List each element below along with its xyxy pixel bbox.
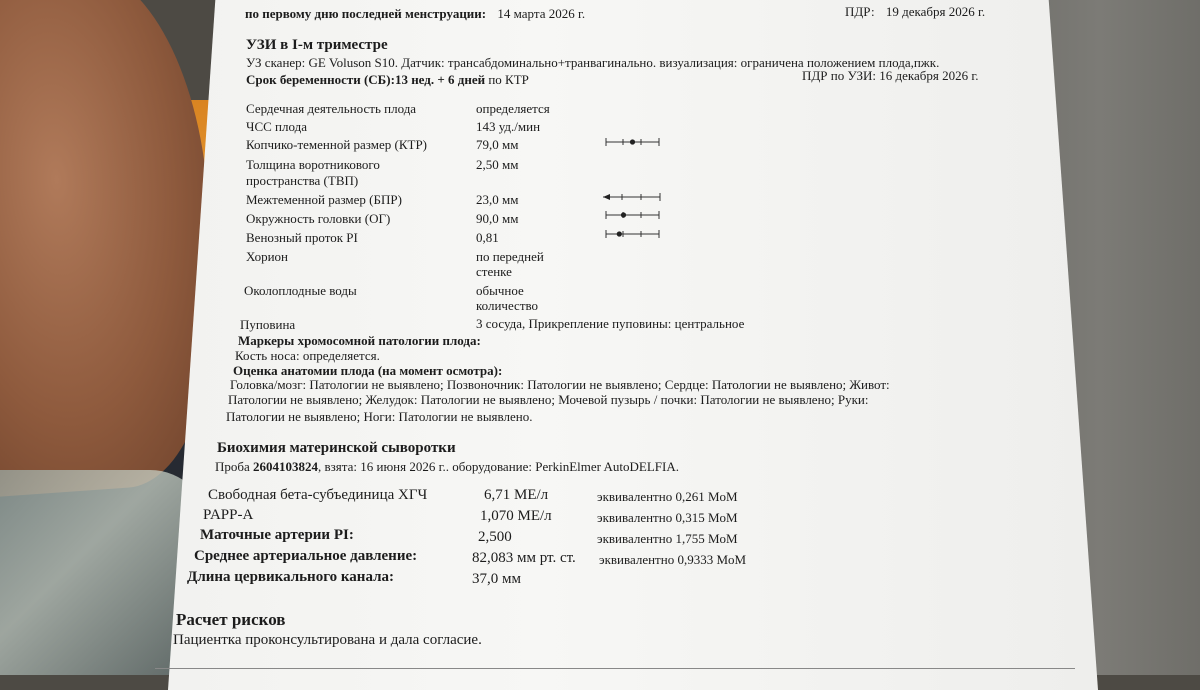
biochem-mom: эквивалентно 0,9333 MoM (599, 552, 747, 567)
anatomy-line: Патологии не выявлено; Ноги: Патологии не выявлено. (226, 409, 533, 424)
edd-line (845, 4, 985, 19)
nasal-bone: Кость носа: определяется. (235, 348, 380, 363)
measure-label: Венозный проток PI (246, 230, 358, 245)
measure-value-line2: количество (476, 298, 539, 313)
biochem-mom: эквивалентно 0,315 MoM (597, 510, 738, 525)
biochem-title: Биохимия материнской сыворотки (217, 440, 456, 456)
measure-value: 90,0 мм (476, 211, 519, 226)
risk-title: Расчет рисков (176, 610, 286, 629)
measure-label: ЧСС плода (246, 119, 307, 134)
lmp-label: по первому дню последней менструации: (245, 6, 487, 21)
ga-line (246, 72, 529, 87)
measure-label: Толщина воротникового (246, 157, 380, 172)
measure-label: Околоплодные воды (244, 283, 357, 298)
biochem-value: 1,070 МЕ/л (480, 508, 552, 524)
range-marker-bpd (602, 191, 662, 203)
measure-value-line2: стенке (476, 264, 512, 279)
measure-label: Хорион (246, 249, 288, 264)
ga-value: 13 нед. + 6 дней (394, 72, 486, 87)
edd-date: 19 декабря 2026 г. (885, 4, 986, 19)
measure-label-line2: пространства (ТВП) (246, 173, 359, 188)
measure-value: 2,50 мм (476, 157, 519, 172)
measure-value: обычное (476, 283, 524, 298)
range-marker-hc (605, 209, 661, 221)
ga-suffix: по КТР (488, 72, 529, 87)
lmp-date: 14 марта 2026 г. (497, 6, 586, 21)
measure-value: 143 уд./мин (476, 119, 541, 134)
edd-label: ПДР: (845, 4, 875, 19)
scanner-line: УЗ сканер: GE Voluson S10. Датчик: трансабдоминально+транвагинально. визуализация: ограничена положением плода,пжк. (246, 55, 940, 70)
biochem-label: Среднее артериальное давление: (194, 548, 418, 564)
biochem-mom: эквивалентно 1,755 MoM (597, 531, 738, 546)
measure-label: Межтеменной размер (БПР) (246, 192, 402, 207)
biochem-value: 37,0 мм (472, 571, 521, 587)
markers-title: Маркеры хромосомной патологии плода: (238, 333, 481, 348)
ga-label: Срок беременности (СБ): (246, 72, 395, 87)
biochem-label: Маточные артерии PI: (200, 527, 354, 543)
edd-us: ПДР по УЗИ: 16 декабря 2026 г. (802, 68, 979, 83)
measure-label: Пуповина (240, 317, 296, 332)
sample-id: 2604103824 (253, 459, 319, 474)
biochem-label: PAPP-A (203, 507, 254, 523)
divider (155, 668, 1075, 669)
sample-prefix: Проба (215, 459, 250, 474)
biochem-value: 2,500 (478, 529, 512, 545)
biochem-value: 82,083 мм рт. ст. (472, 550, 576, 566)
measure-label: Окружность головки (ОГ) (246, 211, 391, 226)
anatomy-line: Головка/мозг: Патологии не выявлено; Позвоночник: Патологии не выявлено; Сердце: Патологии не выявлено; Живот: (230, 377, 890, 392)
range-marker-crl (605, 136, 661, 148)
measure-value: по передней (476, 249, 544, 264)
consent-line: Пациентка проконсультирована и дала согласие. (173, 632, 482, 648)
biochem-mom: эквивалентно 0,261 MoM (597, 489, 738, 504)
anatomy-title: Оценка анатомии плода (на момент осмотра): (233, 363, 503, 378)
range-marker-dv (605, 228, 661, 240)
sample-line (215, 459, 679, 474)
sample-suffix: , взята: 16 июня 2026 г.. оборудование: PerkinElmer AutoDELFIA. (318, 459, 679, 474)
measure-label: Копчико-теменной размер (КТР) (246, 137, 427, 152)
measure-label: Сердечная деятельность плода (246, 101, 417, 116)
measure-value: 3 сосуда, Прикрепление пуповины: центральное (476, 316, 745, 331)
measure-value: 79,0 мм (476, 137, 519, 152)
measure-value: 0,81 (476, 230, 499, 245)
measure-value: определяется (476, 101, 550, 116)
biochem-label: Длина цервикального канала: (187, 569, 394, 585)
biochem-label: Свободная бета-субъединица ХГЧ (208, 487, 428, 503)
us-section-title: УЗИ в I-м триместре (246, 37, 388, 53)
lmp-line (245, 6, 585, 21)
biochem-value: 6,71 МЕ/л (484, 487, 549, 503)
measure-value: 23,0 мм (476, 192, 519, 207)
anatomy-line: Патологии не выявлено; Желудок: Патологии не выявлено; Мочевой пузырь / почки: Патологии не выявлено; Руки: (228, 392, 869, 407)
